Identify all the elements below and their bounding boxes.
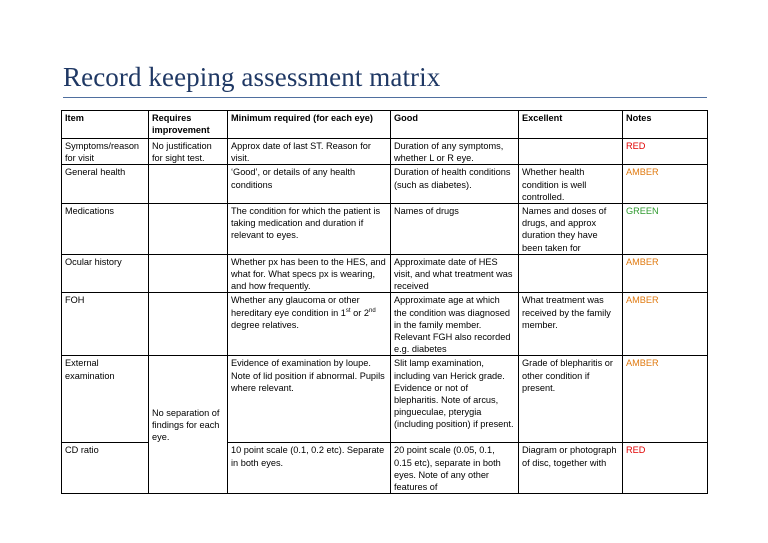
cell-excellent: Grade of blepharitis or other condition if present. xyxy=(519,356,623,443)
cell-requires-improvement-merged: No separation of findings for each eye. xyxy=(149,356,228,494)
table-row xyxy=(62,293,708,356)
title-underline xyxy=(63,97,707,98)
cell-good: 20 point scale (0.05, 0.1, 0.15 etc), separate in both eyes. Note of any other features of xyxy=(391,443,519,494)
cell-minimum: 10 point scale (0.1, 0.2 etc). Separate in both eyes. xyxy=(228,443,391,494)
cell-item: General health xyxy=(62,165,149,204)
cell-requires-improvement xyxy=(149,165,228,204)
table-row xyxy=(62,254,708,293)
header-requires-improvement: Requires improvement xyxy=(149,111,228,139)
header-row xyxy=(62,111,708,139)
cell-good: Slit lamp examination, including van Herick grade. Evidence or not of blepharitis. Note of arcus, pingueculae, pterygia (including position) if present. xyxy=(391,356,519,443)
cell-notes-status: RED xyxy=(623,443,708,494)
cell-minimum-text-b: or 2 xyxy=(350,307,369,318)
header-notes: Notes xyxy=(623,111,708,139)
superscript-st: st xyxy=(345,307,351,314)
cell-notes-status: AMBER xyxy=(623,356,708,443)
header-item: Item xyxy=(62,111,149,139)
table-row xyxy=(62,204,708,255)
cell-item: Symptoms/reason for visit xyxy=(62,139,149,165)
header-minimum-required: Minimum required (for each eye) xyxy=(228,111,391,139)
cell-minimum: Approx date of last ST. Reason for visit. xyxy=(228,139,391,165)
cell-excellent xyxy=(519,139,623,165)
cell-minimum: ‘Good’, or details of any health conditions xyxy=(228,165,391,204)
header-excellent: Excellent xyxy=(519,111,623,139)
cell-good: Duration of health conditions (such as diabetes). xyxy=(391,165,519,204)
cell-notes-status: AMBER xyxy=(623,254,708,293)
cell-good: Approximate age at which the condition was diagnosed in the family member. Relevant FGH also recorded e.g. diabetes xyxy=(391,293,519,356)
cell-excellent: Diagram or photograph of disc, together with xyxy=(519,443,623,494)
cell-requires-improvement xyxy=(149,254,228,293)
cell-minimum-text-a: Whether any glaucoma or other hereditary eye condition in 1 xyxy=(231,295,360,318)
superscript-nd: nd xyxy=(368,307,376,314)
cell-item: Medications xyxy=(62,204,149,255)
cell-item: CD ratio xyxy=(62,443,149,494)
cell-minimum-text-c: degree relatives. xyxy=(231,319,299,330)
cell-notes-status: GREEN xyxy=(623,204,708,255)
cell-minimum: Whether px has been to the HES, and what for. What specs px is wearing, and how frequently. xyxy=(228,254,391,293)
cell-excellent: What treatment was received by the family member. xyxy=(519,293,623,356)
table-row xyxy=(62,356,708,443)
header-good: Good xyxy=(391,111,519,139)
cell-notes-status: AMBER xyxy=(623,293,708,356)
cell-excellent: Whether health condition is well controlled. xyxy=(519,165,623,204)
cell-minimum xyxy=(228,293,391,356)
cell-good: Approximate date of HES visit, and what treatment was received xyxy=(391,254,519,293)
page-title: Record keeping assessment matrix xyxy=(63,62,441,92)
cell-good: Names of drugs xyxy=(391,204,519,255)
cell-minimum: The condition for which the patient is taking medication and duration if relevant to eyes. xyxy=(228,204,391,255)
cell-minimum: Evidence of examination by loupe. Note of lid position if abnormal. Pupils where relevant. xyxy=(228,356,391,443)
cell-requires-improvement: No justification for sight test. xyxy=(149,139,228,165)
cell-item: Ocular history xyxy=(62,254,149,293)
cell-notes-status: AMBER xyxy=(623,165,708,204)
cell-requires-improvement xyxy=(149,293,228,356)
cell-item: External examination xyxy=(62,356,149,443)
cell-good: Duration of any symptoms, whether L or R eye. xyxy=(391,139,519,165)
assessment-matrix-table xyxy=(61,110,708,494)
cell-excellent: Names and doses of drugs, and approx duration they have been taken for xyxy=(519,204,623,255)
table-row xyxy=(62,165,708,204)
table-row xyxy=(62,139,708,165)
cell-notes-status: RED xyxy=(623,139,708,165)
cell-item: FOH xyxy=(62,293,149,356)
cell-requires-improvement xyxy=(149,204,228,255)
cell-excellent xyxy=(519,254,623,293)
